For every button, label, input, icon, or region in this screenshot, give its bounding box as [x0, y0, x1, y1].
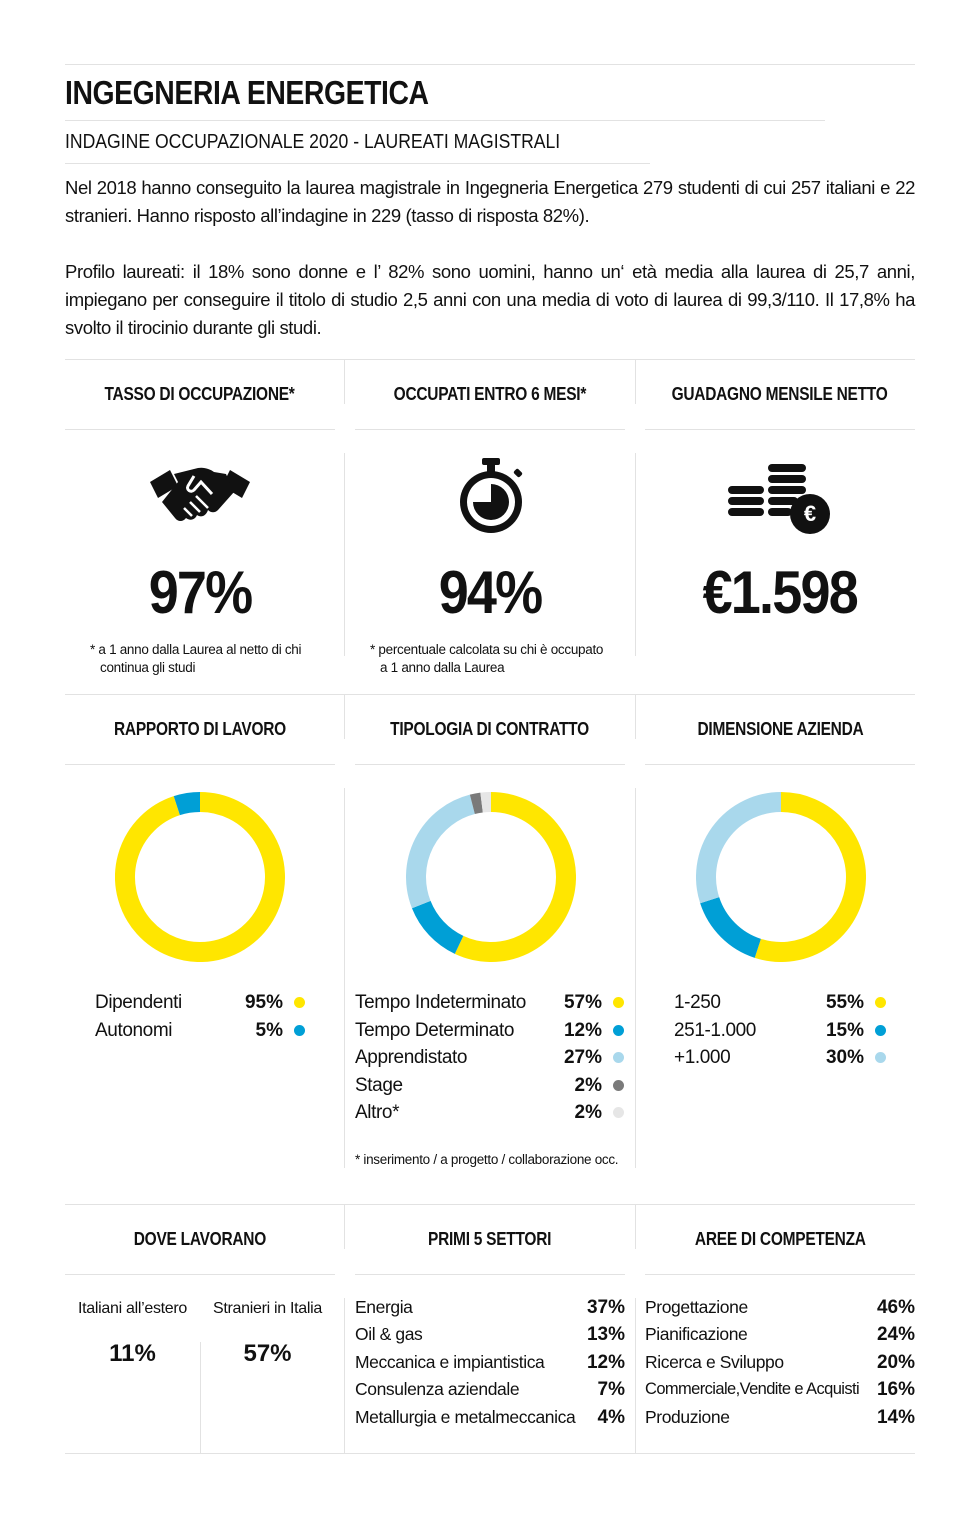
note-occupati-6-mesi: * percentuale calcolata su chi è occupato a 1 anno dalla Laurea: [370, 642, 604, 675]
intro-paragraph-2: Profilo laureati: il 18% sono donne e l’ 82% sono uomini, hanno un‘ età media alla laurea di 25,7 anni, impiegano per conseguire il titolo di studio 2,5 anni con una media di voto di laurea di 99,3/110. Il 17,8% ha svolto il tirocinio durante gli studi.: [65, 261, 915, 338]
legend-rapporto: [95, 989, 305, 1044]
heading-underline: [645, 764, 915, 765]
legend-item: [355, 1044, 624, 1072]
top-divider: [65, 64, 915, 65]
legend-item: [95, 989, 305, 1017]
section-divider: [65, 359, 915, 360]
column-divider: [635, 359, 636, 404]
list-item-percent: 4%: [597, 1406, 625, 1428]
list-item: [645, 1376, 915, 1403]
list-item-label: Produzione: [645, 1406, 730, 1427]
donut-chart-rapporto: [115, 792, 285, 962]
heading-tasso-occupazione: TASSO DI OCCUPAZIONE*: [104, 384, 296, 404]
list-item-percent: 14%: [876, 1406, 915, 1428]
list-item: [645, 1404, 915, 1431]
legend-label: Autonomi: [95, 1019, 173, 1041]
footnote-contratto: * inserimento / a progetto / collaborazione occ.: [355, 1152, 619, 1167]
heading-underline: [355, 1274, 625, 1275]
column-divider: [635, 1204, 636, 1249]
heading-occupati-6-mesi: OCCUPATI ENTRO 6 MESI*: [393, 384, 587, 404]
list-item-percent: 24%: [876, 1324, 915, 1346]
list-item-label: Metallurgia e metalmeccanica: [355, 1406, 576, 1427]
label-stranieri-italia: Stranieri in Italia: [212, 1300, 323, 1317]
list-item-percent: 20%: [876, 1351, 915, 1373]
donut-segment-1: [421, 905, 459, 945]
list-item-percent: 7%: [597, 1379, 625, 1401]
list-item: [645, 1349, 915, 1376]
legend-dimensione: [674, 989, 886, 1072]
list-item-percent: 12%: [586, 1351, 625, 1373]
donut-segment-3: [472, 803, 481, 805]
list-item: [645, 1294, 915, 1321]
stopwatch-icon: [452, 456, 530, 536]
donut-segment-0: [459, 802, 566, 952]
legend-label: 1-250: [674, 992, 721, 1013]
heading-underline: [355, 764, 625, 765]
column-divider: [344, 1204, 345, 1249]
donut-segment-2: [706, 802, 781, 900]
list-competenze: [645, 1294, 915, 1431]
legend-label: Dipendenti: [95, 992, 182, 1013]
list-item: [355, 1404, 625, 1431]
value-guadagno-mensile: €1.598: [702, 559, 858, 626]
legend-item: [355, 989, 624, 1017]
donut-chart-dimensione: [696, 792, 866, 962]
legend-percent: 55%: [825, 992, 864, 1013]
note-tasso-occupazione: * a 1 anno dalla Laurea al netto di chi continua gli studi: [90, 642, 302, 675]
legend-percent: 15%: [825, 1019, 864, 1041]
legend-dot: [294, 1025, 305, 1036]
heading-underline: [645, 1274, 915, 1275]
legend-label: Altro*: [355, 1102, 400, 1124]
donut-segment-1: [710, 900, 758, 948]
list-item-label: Oil & gas: [355, 1324, 423, 1345]
page-subtitle: INDAGINE OCCUPAZIONALE 2020 - LAUREATI MAGISTRALI: [65, 131, 561, 153]
legend-item: [355, 1072, 624, 1100]
value-occupati-6-mesi: 94%: [438, 559, 542, 626]
bottom-divider: [65, 1453, 915, 1454]
legend-percent: 57%: [563, 992, 602, 1013]
column-divider: [344, 453, 345, 656]
legend-percent: 12%: [563, 1019, 602, 1041]
value-italiani-estero: 11%: [109, 1340, 156, 1367]
heading-underline: [355, 429, 625, 430]
label-italiani-estero: Italiani all’estero: [77, 1300, 188, 1317]
legend-dot: [613, 1107, 624, 1118]
column-divider: [635, 453, 636, 656]
value-tasso-occupazione: 97%: [148, 559, 252, 626]
list-item-label: Energia: [355, 1297, 413, 1317]
list-item: [645, 1321, 915, 1348]
donut-segment-1: [177, 802, 200, 806]
intro-paragraph-1: Nel 2018 hanno conseguito la laurea magistrale in Ingegneria Energetica 279 studenti di cui 257 italiani e 22 stranieri. Hanno risposto all’indagine in 229 (tasso di risposta 82%).: [65, 177, 915, 226]
heading-aree-competenza: AREE DI COMPETENZA: [694, 1229, 866, 1249]
legend-item: [674, 1044, 886, 1072]
legend-item: [674, 989, 886, 1017]
list-item: [355, 1321, 625, 1348]
column-divider: [344, 1298, 345, 1453]
handshake-icon: [148, 462, 252, 530]
list-item: [355, 1376, 625, 1403]
heading-rapporto-lavoro: RAPPORTO DI LAVORO: [114, 719, 286, 739]
heading-underline: [645, 429, 915, 430]
legend-label: Tempo Indeterminato: [355, 992, 526, 1013]
donut-chart-contratto: [406, 792, 576, 962]
list-settori: [355, 1294, 625, 1431]
column-divider: [344, 359, 345, 404]
donut-segment-2: [416, 804, 472, 904]
legend-label: Apprendistato: [355, 1047, 468, 1069]
legend-label: 251-1.000: [674, 1019, 756, 1041]
heading-underline: [65, 429, 335, 430]
list-item-label: Consulenza aziendale: [355, 1379, 520, 1400]
legend-item: [674, 1017, 886, 1045]
legend-item: [95, 1017, 305, 1045]
legend-percent: 5%: [255, 1019, 283, 1041]
heading-underline: [65, 1274, 335, 1275]
donut-segment-0: [758, 802, 856, 952]
legend-dot: [294, 997, 305, 1008]
coins-euro-icon: [726, 460, 834, 534]
heading-guadagno-mensile: GUADAGNO MENSILE NETTO: [672, 384, 888, 404]
legend-percent: 2%: [574, 1074, 602, 1096]
donut-segment-4: [482, 802, 491, 803]
legend-dot: [875, 1052, 886, 1063]
column-divider: [344, 694, 345, 739]
list-item-label: Pianificazione: [645, 1324, 748, 1345]
heading-underline: [65, 764, 335, 765]
list-item-label: Progettazione: [645, 1297, 748, 1317]
section-divider: [65, 1204, 915, 1205]
value-stranieri-italia: 57%: [243, 1340, 292, 1367]
list-item: [355, 1294, 625, 1321]
heading-dimensione-azienda: DIMENSIONE AZIENDA: [697, 719, 863, 739]
column-divider: [635, 1298, 636, 1453]
section-divider: [65, 694, 915, 695]
list-item-percent: 13%: [586, 1324, 625, 1346]
legend-percent: 27%: [563, 1047, 602, 1069]
legend-label: +1.000: [674, 1047, 731, 1069]
legend-dot: [613, 997, 624, 1008]
list-item-percent: 37%: [586, 1297, 625, 1318]
column-divider: [635, 694, 636, 739]
column-divider: [344, 788, 345, 1168]
legend-percent: 30%: [825, 1047, 864, 1069]
list-item: [355, 1349, 625, 1376]
legend-percent: 95%: [244, 992, 283, 1013]
legend-dot: [613, 1080, 624, 1091]
list-item-label: Ricerca e Sviluppo: [645, 1351, 784, 1372]
heading-dove-lavorano: DOVE LAVORANO: [133, 1229, 267, 1249]
legend-label: Tempo Determinato: [355, 1019, 514, 1041]
legend-item: [355, 1017, 624, 1045]
column-divider: [635, 788, 636, 1168]
legend-percent: 2%: [574, 1102, 602, 1124]
donut-segment-0: [125, 802, 275, 952]
page-title: INGEGNERIA ENERGETICA: [65, 74, 429, 111]
legend-dot: [613, 1052, 624, 1063]
title-divider: [65, 120, 825, 121]
list-item-label: Meccanica e impiantistica: [355, 1351, 545, 1372]
legend-dot: [613, 1025, 624, 1036]
heading-primi-settori: PRIMI 5 SETTORI: [428, 1229, 552, 1249]
svg-text:€: €: [803, 501, 817, 526]
legend-contratto: [355, 989, 624, 1127]
subtitle-divider: [65, 163, 650, 164]
list-item-label: Commerciale,Vendite e Acquisti: [645, 1380, 860, 1399]
legend-item: [355, 1099, 624, 1127]
legend-dot: [875, 997, 886, 1008]
list-item-percent: 16%: [876, 1379, 915, 1401]
legend-label: Stage: [355, 1074, 403, 1096]
legend-dot: [875, 1025, 886, 1036]
heading-tipologia-contratto: TIPOLOGIA DI CONTRATTO: [390, 719, 590, 739]
list-item-percent: 46%: [876, 1297, 915, 1318]
